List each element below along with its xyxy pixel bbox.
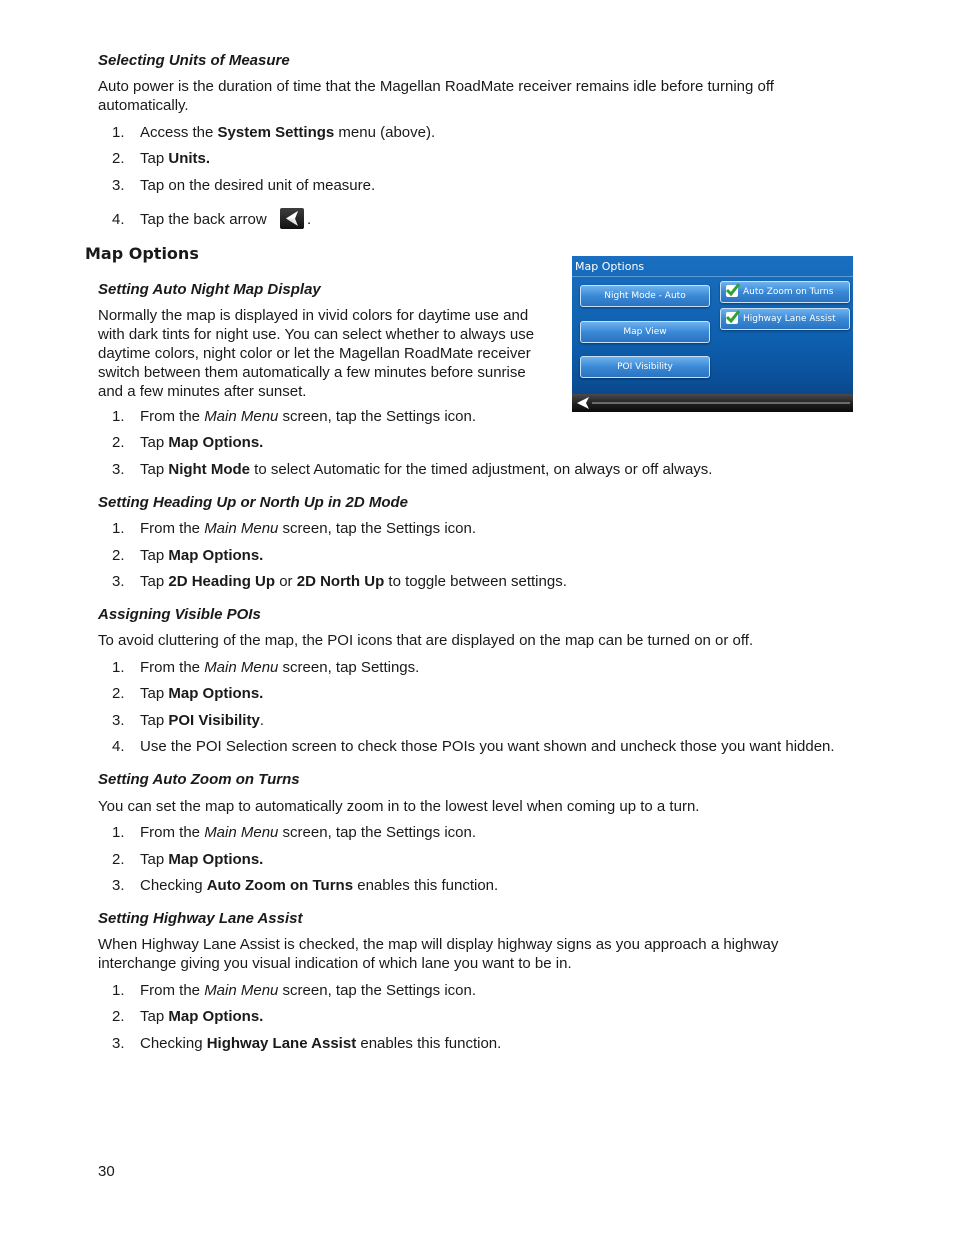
step-bold: POI Visibility: [168, 712, 260, 729]
step-text: From the: [140, 982, 205, 999]
step-text: Tap: [140, 150, 169, 167]
step-number: 3.: [112, 177, 125, 194]
paragraph-lane-assist: [98, 935, 778, 973]
step-text: enables this function.: [353, 877, 499, 894]
step-text: Checking: [140, 877, 207, 894]
list-item: [112, 572, 567, 591]
step-text: .: [259, 712, 264, 729]
step-number: 3.: [112, 461, 125, 478]
step-text: enables this function.: [356, 1035, 502, 1052]
list-item: [112, 546, 263, 565]
paragraph-line: with dark tints for night use. You can select whether to always use: [98, 326, 535, 343]
step-text: Tap: [140, 851, 169, 868]
list-item: [112, 210, 267, 229]
paragraph-line: When Highway Lane Assist is checked, the map will display highway signs as you approach a highway: [98, 936, 779, 953]
paragraph-line: Normally the map is displayed in vivid colors for daytime use and: [98, 307, 529, 324]
step-bold: Map Options.: [168, 1008, 264, 1025]
step-number: 2.: [112, 851, 125, 868]
paragraph-line: switch between them automatically a few minutes before sunrise: [98, 364, 526, 381]
step-text: From the: [140, 824, 205, 841]
step-text: Access the: [140, 124, 218, 141]
step-text: screen, tap the Settings icon.: [278, 520, 477, 537]
list-item: [112, 149, 210, 168]
step-text: From the: [140, 520, 205, 537]
step-bold: Map Options.: [168, 851, 264, 868]
checkmark-icon: [726, 285, 738, 297]
list-item: [112, 876, 498, 895]
list-item: [112, 684, 263, 703]
step-text: to select Automatic for the timed adjustment, on always or off always.: [250, 461, 713, 478]
step-text: screen, tap the Settings icon.: [278, 982, 477, 999]
step-number: 2.: [112, 547, 125, 564]
list-item: [112, 658, 419, 677]
list-item: [112, 519, 476, 538]
step-number: 1.: [112, 659, 125, 676]
step-text: Tap: [140, 1008, 169, 1025]
paragraph-line: daytime colors, night color or let the Magellan RoadMate receiver: [98, 345, 531, 362]
list-item: [112, 407, 476, 426]
step-bold: 2D North Up: [296, 573, 385, 590]
heading-visible-pois: Assigning Visible POIs: [98, 606, 261, 623]
step-bold: Units.: [168, 150, 211, 167]
step-number: 1.: [112, 824, 125, 841]
step-text: Tap: [140, 547, 169, 564]
step-text: menu (above).: [334, 124, 436, 141]
paragraph-auto-zoom: You can set the map to automatically zoom in to the lowest level when coming up to a turn.: [98, 798, 700, 815]
bar-rail: [592, 402, 850, 404]
step-number: 2.: [112, 685, 125, 702]
step-text: Tap: [140, 712, 169, 729]
step-text: Tap: [140, 573, 169, 590]
step-text: screen, tap Settings.: [278, 659, 420, 676]
step-text: From the: [140, 408, 205, 425]
list-item: [112, 981, 476, 1000]
step-number: 1.: [112, 520, 125, 537]
list-item: [112, 850, 263, 869]
screenshot-title: Map Options: [575, 260, 645, 273]
paragraph-auto-power: Auto power is the duration of time that the Magellan RoadMate receiver remains idle before turning off automatically.: [98, 78, 774, 114]
heading-map-options: Map Options: [85, 244, 199, 263]
step-number: 4.: [112, 211, 125, 228]
list-item: [112, 823, 476, 842]
step-italic: Main Menu: [204, 824, 279, 841]
map-options-screenshot: [572, 256, 853, 412]
step-text: Checking: [140, 1035, 207, 1052]
map-view-button[interactable]: Map View: [580, 321, 710, 343]
back-arrow-icon: [280, 208, 304, 229]
step-text: Tap: [140, 434, 169, 451]
back-arrow-icon[interactable]: [575, 396, 591, 410]
step-bold: 2D Heading Up: [168, 573, 276, 590]
step-number: 3.: [112, 1035, 125, 1052]
list-item: [112, 737, 835, 756]
auto-zoom-checkbox[interactable]: [720, 281, 850, 303]
step-italic: Main Menu: [204, 408, 279, 425]
auto-zoom-label: Auto Zoom on Turns: [743, 287, 834, 297]
list-item: [112, 433, 263, 452]
paragraph-line: interchange giving you visual indication of which lane you want to be in.: [98, 955, 572, 972]
poi-visibility-button[interactable]: POI Visibility: [580, 356, 710, 378]
screenshot-bottom-bar: [572, 394, 853, 412]
step-bold: System Settings: [217, 124, 335, 141]
step-text: screen, tap the Settings icon.: [278, 824, 477, 841]
list-item: [112, 176, 375, 195]
step-bold: Auto Zoom on Turns: [206, 877, 354, 894]
heading-units-of-measure: Selecting Units of Measure: [98, 52, 290, 69]
highway-lane-assist-label: Highway Lane Assist: [743, 314, 836, 324]
step-text: Tap: [140, 685, 169, 702]
paragraph-poi: To avoid cluttering of the map, the POI icons that are displayed on the map can be turned on or off.: [98, 632, 754, 649]
step-text: From the: [140, 659, 205, 676]
step-bold: Map Options.: [168, 547, 264, 564]
list-item: [112, 1007, 263, 1026]
step-italic: Main Menu: [204, 659, 279, 676]
heading-highway-lane-assist: Setting Highway Lane Assist: [98, 910, 303, 927]
step-number: 2.: [112, 150, 125, 167]
list-item: [112, 1034, 501, 1053]
step-bold: Night Mode: [168, 461, 251, 478]
list-item: [112, 123, 435, 142]
step-number: 4.: [112, 738, 125, 755]
step-bold: Map Options.: [168, 685, 264, 702]
step-text: or: [275, 573, 297, 590]
night-mode-button[interactable]: Night Mode - Auto: [580, 285, 710, 307]
screenshot-divider: [572, 276, 853, 277]
page-number: 30: [98, 1163, 115, 1180]
step-number: 2.: [112, 1008, 125, 1025]
step-text: screen, tap the Settings icon.: [278, 408, 477, 425]
step-text: to toggle between settings.: [384, 573, 567, 590]
step-text: Tap the back arrow: [140, 211, 267, 228]
list-item: [112, 711, 264, 730]
step-number: 2.: [112, 434, 125, 451]
step-bold: Highway Lane Assist: [206, 1035, 357, 1052]
list-item: [112, 460, 712, 479]
step-end-period: .: [307, 211, 312, 228]
heading-auto-zoom: Setting Auto Zoom on Turns: [98, 771, 300, 788]
step-number: 3.: [112, 712, 125, 729]
step-italic: Main Menu: [204, 982, 279, 999]
step-italic: Main Menu: [204, 520, 279, 537]
heading-auto-night-map: Setting Auto Night Map Display: [98, 281, 321, 298]
step-bold: Map Options.: [168, 434, 264, 451]
paragraph-night-map: [98, 306, 534, 401]
heading-heading-up-north-up: Setting Heading Up or North Up in 2D Mode: [98, 494, 408, 511]
step-number: 1.: [112, 124, 125, 141]
step-text: Tap on the desired unit of measure.: [140, 177, 376, 194]
step-number: 1.: [112, 408, 125, 425]
step-text: Use the POI Selection screen to check those POIs you want shown and uncheck those you want hidden.: [140, 738, 835, 755]
highway-lane-assist-checkbox[interactable]: [720, 308, 850, 330]
paragraph-line: and a few minutes after sunset.: [98, 383, 307, 400]
step-number: 3.: [112, 573, 125, 590]
step-text: Tap: [140, 461, 169, 478]
checkmark-icon: [726, 312, 738, 324]
step-number: 3.: [112, 877, 125, 894]
step-number: 1.: [112, 982, 125, 999]
